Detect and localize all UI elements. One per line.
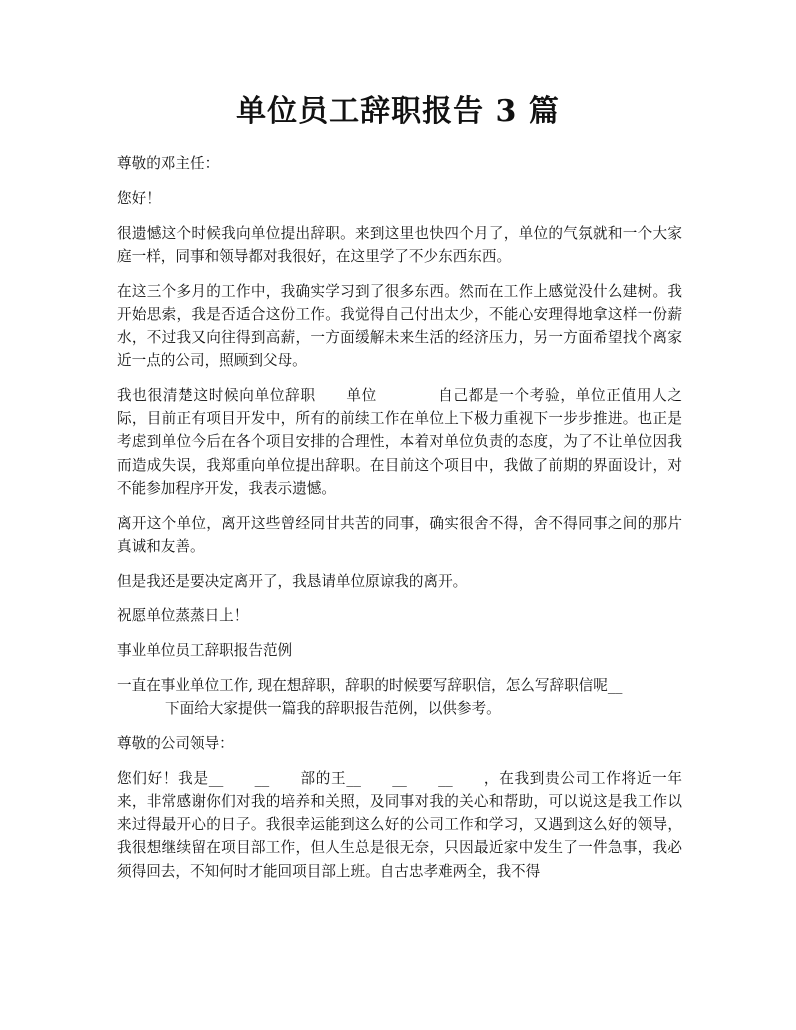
intro-paragraph (117, 674, 682, 720)
salutation-2: 尊敬的公司领导： (117, 735, 234, 752)
body-paragraph: 但是我还是要决定离开了，我恳请单位原谅我的离开。 (117, 572, 468, 590)
greeting: 您好！ (117, 189, 161, 207)
body-paragraph: 在这三个多月的工作中，我确实学习到了很多东西。然而在工作上感觉没什么建树。我开始思索，我是否适合这份工作。我觉得自己付出太少，不能心安理得地拿这样一份薪水，不过我又向往得到高薪，一方面缓解未来生活的经济压力，另一方面希望找个离家近一点的公司，照顾到父母。 (117, 282, 682, 370)
intro-line-1: 一直在事业单位工作, 现在想辞职，辞职的时候要写辞职信，怎么写辞职信呢__ (117, 677, 623, 694)
body-paragraph: 您们好！我是__ __ 部的王__ __ __ ，在我到贵公司工作将近一年来，非常感谢你们对我的培养和关照，及同事对我的关心和帮助，可以说这是我工作以来过得最开心的日子。我很幸运能到这么好的公司工作和学习，又遇到这么好的领导，我很想继续留在项目部工作，但人生总是很无奈，只因最近家中发生了一件急事，我必须得回去，不知何时才能回项目部上班。自古忠孝难两全，我不得 (117, 769, 682, 880)
document-title: 单位员工辞职报告 3 篇 (236, 94, 560, 129)
body-paragraph: 离开这个单位，离开这些曾经同甘共苦的同事，确实很舍不得，舍不得同事之间的那片真诚和友善。 (117, 514, 682, 555)
body-paragraph: 我也很清楚这时候向单位辞职 单位 自己都是一个考验，单位正值用人之际，目前正有项目开发中，所有的前续工作在单位上下极力重视下一步步推进。也正是考虑到单位今后在各个项目安排的合理性，本着对单位负责的态度，为了不让单位因我而造成失误，我郑重向单位提出辞职。在目前这个项目中，我做了前期的界面设计，对 不能参加程序开发，我表示遗憾。 (117, 387, 712, 497)
salutation: 尊敬的邓主任： (117, 155, 220, 172)
document-body (117, 152, 712, 883)
intro-line-2: 下面给大家提供一篇我的辞职报告范例，以供参考。 (165, 700, 501, 718)
section-heading: 事业单位员工辞职报告范例 (117, 642, 293, 660)
body-paragraph: 很遗憾这个时候我向单位提出辞职。来到这里也快四个月了，单位的气氛就和一个大家庭一样，同事和领导都对我很好，在这里学了不少东西东西。 (117, 224, 682, 265)
wish-line: 祝愿单位蒸蒸日上！ (117, 607, 249, 625)
